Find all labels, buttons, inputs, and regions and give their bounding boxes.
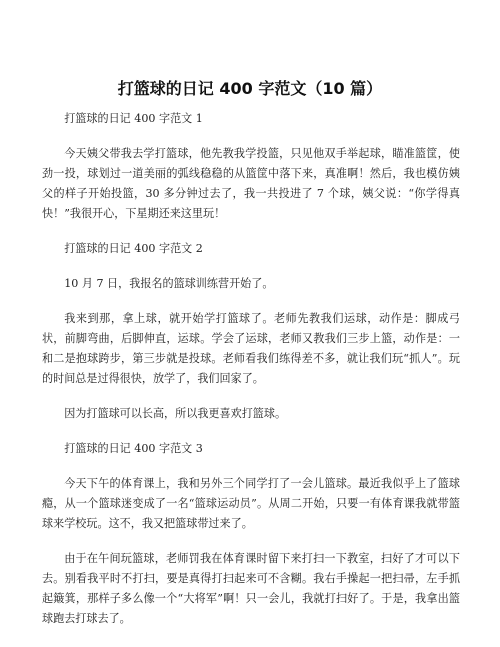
section-heading-3: 打篮球的日记 400 字范文 3 [64, 442, 203, 455]
paragraph: 今天下午的体育课上，我和另外三个同学打了一会儿篮球。最近我似乎上了篮球瘾，从一个篮球迷变成了一名“篮球运动员”。从周二开始，只要一有体育课我就带篮球来学校玩。这不，我又把篮球带过来了。 [42, 477, 460, 530]
document-body [42, 109, 460, 644]
paragraph: 因为打篮球可以长高，所以我更喜欢打篮球。 [64, 407, 287, 420]
document-title: 打篮球的日记 400 字范文（10 篇） [117, 79, 383, 98]
paragraph: 今天姨父带我去学打篮球，他先教我学投篮，只见他双手举起球，瞄准篮筐，使劲一投，球划过一道美丽的弧线稳稳的从篮筐中落下来，真准啊！然后，我也模仿姨父的样子开始投篮，30 多分钟过去了，我一共投进了 7 个球，姨父说：“你学得真快！”我很开心，下星期还来这里玩！ [42, 147, 460, 220]
section-heading-2: 打篮球的日记 400 字范文 2 [64, 242, 203, 255]
paragraph: 10 月 7 日，我报名的篮球训练营开始了。 [64, 277, 274, 290]
paragraph: 我来到那，拿上球，就开始学打篮球了。老师先教我们运球，动作是：脚成弓状，前脚弯曲，后脚伸直，运球。学会了运球，老师又教我们三步上篮，动作是：一和二是抱球跨步，第三步就是投球。老师看我们练得差不多，就让我们玩“抓人”。玩的时间总是过得很快，放学了，我们回家了。 [42, 312, 460, 385]
section-heading-1: 打篮球的日记 400 字范文 1 [64, 112, 203, 125]
paragraph: 由于在午间玩篮球，老师罚我在体育课时留下来打扫一下教室，扫好了才可以下去。别看我平时不打扫，要是真得打扫起来可不含糊。我右手操起一把扫帚，左手抓起簸箕，那样子多么像一个“大将军”啊！只一会儿，我就打扫好了。于是，我拿出篮球跑去打球去了。 [42, 552, 460, 625]
